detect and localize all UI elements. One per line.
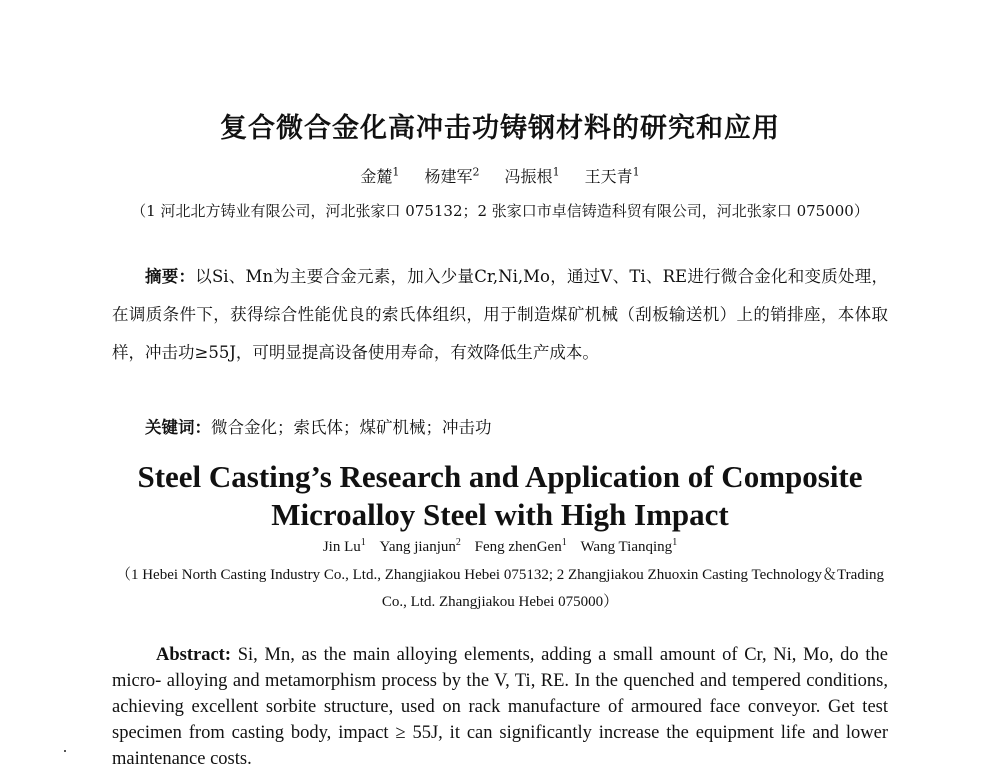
- english-affiliation: （1 Hebei North Casting Industry Co., Ltd., Zhangjiakou Hebei 075132; 2 Zhangjiakou Zhuoxin Casting Technology＆Trading Co., Ltd. Zhangjiakou Hebei 075000）: [115, 567, 885, 610]
- english-title-line: Steel Casting’s Research and Application of Composite: [137, 459, 863, 494]
- english-author: Yang jianjun$^2$: [379, 537, 461, 555]
- chinese-keywords-text: 微合金化；索氏体；煤矿机械；冲击功: [211, 418, 492, 437]
- english-author: Jin Lu$^1$: [322, 537, 366, 555]
- english-title: [0, 458, 1000, 534]
- english-abstract: [112, 642, 888, 772]
- english-author: Feng zhenGen$^1$: [474, 537, 567, 555]
- english-author-list: [0, 537, 1000, 556]
- chinese-author: 金麓$^1$: [360, 165, 400, 186]
- chinese-author: 杨建军$^2$: [424, 165, 480, 186]
- chinese-keywords-label: 关键词：: [145, 418, 211, 437]
- english-abstract-label: Abstract:: [156, 645, 232, 665]
- chinese-author: 冯振根$^1$: [504, 165, 560, 186]
- chinese-abstract-text: 以Si、Mn为主要合金元素，加入少量Cr,Ni,Mo，通过V、Ti、RE进行微合金化和变质处理，在调质条件下，获得综合性能优良的索氏体组织，用于制造煤矿机械（刮板输送机）上的销排座，本体取样，冲击功≥55J，可明显提高设备使用寿命，有效降低生产成本。: [112, 267, 888, 362]
- chinese-affiliation: （1 河北北方铸业有限公司，河北张家口 075132；2 张家口市卓信铸造科贸有限公司，河北张家口 075000）: [131, 202, 869, 220]
- scan-speck: [64, 750, 66, 752]
- english-title-line: Microalloy Steel with High Impact: [271, 497, 729, 532]
- chinese-author-list: [0, 164, 1000, 187]
- english-author: Wang Tianqing$^1$: [580, 537, 678, 555]
- chinese-abstract-label: 摘要：: [145, 267, 196, 286]
- chinese-author: 王天青$^1$: [584, 165, 640, 186]
- chinese-abstract: [112, 258, 888, 372]
- english-abstract-text: Si, Mn, as the main alloying elements, adding a small amount of Cr, Ni, Mo, do the micro- alloying and metamorphism process by the V, Ti, RE. In the quenched and tempered conditions, achieving excellent sorbite structure, used on rack manufacture of armoured face conveyor. Get test specimen from casting body, impact ≥ 55J, it can significantly increase the equipment life and lower maintenance costs.: [112, 645, 888, 769]
- chinese-title: 复合微合金化高冲击功铸钢材料的研究和应用: [220, 113, 780, 144]
- chinese-keywords: [145, 414, 492, 438]
